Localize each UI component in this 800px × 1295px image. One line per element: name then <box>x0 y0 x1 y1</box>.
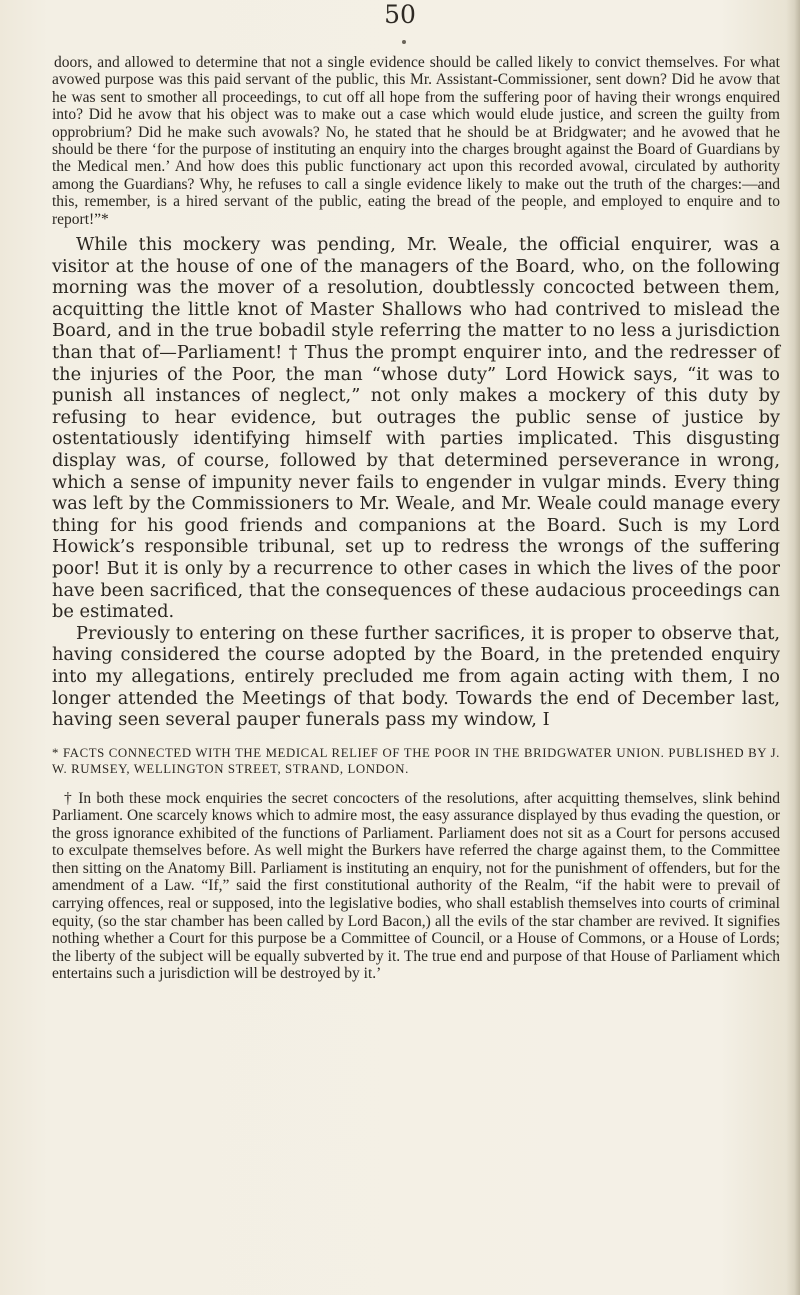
page-number: 50 <box>384 0 416 29</box>
paragraph-previously: Previously to entering on these further sacrifices, it is proper to observe that, having considered the course adopted by the Board, in the pretended enquiry into my allegations, entirely precluded me from again acting with them, I no longer attended the Meetings of that body. Towards the end of December last, having seen several pauper funerals pass my window, I <box>52 622 780 731</box>
footnote-star: * FACTS CONNECTED WITH THE MEDICAL RELIEF OF THE POOR IN THE BRIDGWATER UNION. PUBLISHED BY J. W. RUMSEY, WELLINGTON STREET, STRAND, LONDON. <box>52 745 780 776</box>
main-text <box>52 234 780 731</box>
page-body <box>52 54 780 999</box>
page-edge-shadow <box>786 0 800 1295</box>
paragraph-weale: While this mockery was pending, Mr. Weale, the official enquirer, was a visitor at the house of one of the managers of the Board, who, on the following morning was the mover of a resolution, doubtlessly concocted between them, acquitting the little knot of Master Shallows who had contrived to mislead the Board, and in the true bobadil style referring the matter to no less a jurisdiction than that of—Parliament! † Thus the prompt enquirer into, and the redresser of the injuries of the Poor, the man “whose duty” Lord Howick says, “it was to punish all instances of neglect,” not only makes a mockery of this duty by refusing to hear evidence, but outrages the public sense of justice by ostentatiously identifying himself with parties implicated. This disgusting display was, of course, followed by that determined perseverance in wrong, which a sense of impunity never fails to engender in vulgar minds. Every thing was left by the Commissioners to Mr. Weale, and Mr. Weale could manage every thing for his good friends and companions at the Board. Such is my Lord Howick’s responsible tribunal, set up to redress the wrongs of the suffering poor! But it is only by a recurrence to other cases in which the lives of the poor have been sacrificed, that the consequences of these audacious proceedings can be estimated. <box>52 234 780 623</box>
print-mark <box>402 40 406 44</box>
opening-quotation: doors, and allowed to determine that not a single evidence should be called likely to convict themselves. For what avowed purpose was this paid servant of the public, this Mr. Assistant-Commissioner, sent down? Did he avow that he was sent to smother all proceedings, to cut off all hope from the suffering poor of having their wrongs enquired into? Did he avow that his object was to make out a case which would elude justice, and screen the guilty from opprobrium? Did he make such avowals? No, he stated that he should be at Bridgwater; and he avowed that he should be there ‘for the purpose of instituting an enquiry into the charges brought against the Board of Guardians by the Medical men.’ And how does this public functionary act upon this recorded avowal, circulated by authority among the Guardians? Why, he refuses to call a single evidence likely to make out the truth of the charges:—and this, remember, is a hired servant of the public, eating the bread of the people, and employed to enquire and to report!”* <box>52 54 780 228</box>
footnote-dagger: † In both these mock enquiries the secret concocters of the resolutions, after acquitting themselves, slink behind Parliament. One scarcely knows which to admire most, the easy assurance displayed by thus evading the question, or the gross ignorance exhibited of the functions of Parliament. Parliament does not sit as a Court for persons accused to exculpate themselves before. As well might the Burkers have referred the charge against them, to the Committee then sitting on the Anatomy Bill. Parliament is instituting an enquiry, not for the punishment of offenders, but for the amendment of a Law. “If,” said the first constitutional authority of the Realm, “if the habit were to prevail of carrying offences, real or supposed, into the legislative bodies, who shall establish themselves into courts of criminal equity, (so the star chamber has been called by Lord Bacon,) all the evils of the star chamber are revived. It signifies nothing whether a Court for this purpose be a Committee of Council, or a House of Commons, or a House of Lords; the liberty of the subject will be equally subverted by it. The true end and purpose of that House of Parliament which entertains such a jurisdiction will be destroyed by it.’ <box>52 789 780 983</box>
